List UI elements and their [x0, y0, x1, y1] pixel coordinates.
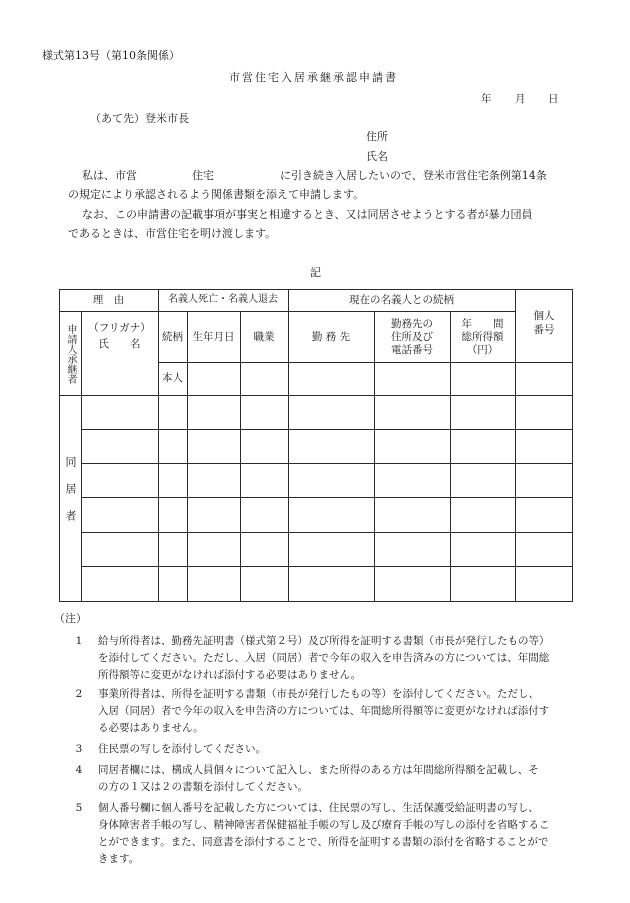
- note-1-line-2: を添付してください。ただし、入居（同居）者で今年の収入を申告済みの方については、年間総: [98, 652, 550, 664]
- note-2-line-2: 入居（同居）者で今年の収入を申告済の方については、年間総所得額等に変更がなければ添付す: [98, 705, 550, 717]
- note-5-number: 5: [75, 802, 83, 814]
- table-line: [81, 311, 82, 601]
- ki-heading: 記: [310, 266, 321, 279]
- note-1-line-1: 給与所得者は、勤務先証明書（様式第２号）及び所得を証明する書類（市長が発行したもの等）: [98, 635, 550, 647]
- header-income-3: （円）: [466, 343, 499, 356]
- body-p1-line2: の規定により承認されるよう関係書類を添えて申請します。: [68, 188, 365, 201]
- header-occupation: 職業: [253, 330, 275, 343]
- note-3-number: 3: [75, 743, 83, 755]
- body-p2-line1: なお、この申請書の記載事項が事実と相違するとき、又は同居させようとする者が暴力団員: [82, 208, 533, 221]
- date-day-label: 日: [548, 93, 559, 105]
- addressee: （あて先）登米市長: [90, 112, 189, 125]
- table-line: [81, 566, 573, 567]
- cell-self-label: 本人: [162, 372, 183, 384]
- body-p1-line1: 私は、市営 住宅 に引き続き入居したいので、登米市営住宅条例第14条: [82, 169, 547, 182]
- note-1-number: 1: [75, 635, 83, 647]
- header-workplace-address-3: 電話番号: [391, 343, 433, 356]
- header-income-2: 総所得額: [461, 330, 504, 343]
- note-5-line-4: きます。: [98, 853, 140, 865]
- table-line: [515, 289, 516, 601]
- body-paragraph-1: [68, 166, 563, 204]
- table-line: [81, 463, 573, 464]
- header-relation-to-holder: 現在の名義人との続柄: [349, 294, 454, 306]
- header-death-or-move-out: 名義人死亡・名義人退去: [168, 294, 278, 305]
- table-line: [59, 601, 573, 602]
- note-5-line-2: 身体障害者手帳の写し、精神障害者保健福祉手帳の写し及び療育手帳の写しの添付を省略するこ: [98, 819, 550, 831]
- table-line: [59, 395, 573, 396]
- applicant-table: [59, 289, 573, 602]
- date-month-label: 月: [515, 93, 526, 105]
- side-label-applicant: [59, 313, 81, 395]
- note-2-line-1: 事業所得者は、所得を証明する書類（市長が発行したもの等）を添付してください。ただし、: [98, 688, 539, 700]
- address-label: 住所: [366, 130, 388, 143]
- table-line: [158, 362, 573, 363]
- table-line: [572, 289, 573, 602]
- table-line: [81, 532, 573, 533]
- name-label: 氏名: [366, 150, 388, 163]
- table-line: [81, 497, 573, 498]
- note-3: [68, 741, 566, 758]
- side-label-cohabitant-text: 同居者: [64, 455, 77, 537]
- header-workplace-address-2: 住所及び: [391, 330, 433, 343]
- header-furigana: （フリガナ）: [88, 322, 151, 334]
- header-workplace: 勤 務 先: [311, 330, 351, 343]
- side-label-applicant-text: 申請人承継者: [65, 324, 76, 384]
- table-line: [81, 429, 573, 430]
- note-3-line-1: 住民票の写しを添付してください。: [98, 743, 266, 755]
- note-5: [68, 800, 566, 868]
- note-4: [68, 762, 566, 796]
- note-2-line-3: る必要はありません。: [98, 722, 204, 734]
- header-relationship: 続柄: [162, 330, 183, 343]
- header-reason: 理 由: [92, 294, 125, 306]
- note-4-number: 4: [75, 764, 83, 776]
- note-1: [68, 633, 566, 684]
- side-label-cohabitant: [59, 449, 81, 543]
- note-2: [68, 686, 566, 737]
- header-birthdate: 生年月日: [192, 330, 235, 343]
- header-name: 氏 名: [98, 338, 141, 350]
- header-income-1: 年 間: [461, 317, 504, 330]
- form-number: 様式第13号（第10条関係）: [42, 49, 180, 62]
- page-title: 市営住宅入居承継承認申請書: [229, 71, 398, 84]
- body-paragraph-2: [68, 205, 563, 243]
- notes-header: （注）: [54, 612, 87, 625]
- note-4-line-2: の方の１又は２の書類を添付してください。: [98, 781, 308, 793]
- note-1-line-3: 所得額等に変更がなければ添付する必要はありません。: [98, 669, 362, 681]
- body-p2-line2: であるときは、市営住宅を明け渡します。: [68, 227, 277, 240]
- note-5-line-3: とができます。また、同意書を添付することで、所得を証明する書類の添付を省略することがで: [98, 836, 549, 848]
- header-my-number: 個人番号: [533, 310, 555, 336]
- note-5-line-1: 個人番号欄に個人番号を記載した方については、住民票の写し、生活保護受給証明書の写し、: [98, 802, 539, 814]
- note-2-number: 2: [75, 688, 83, 700]
- note-4-line-1: 同居者欄には、構成人員個々について記入し、また所得のある方は年間総所得額を記載し、そ: [98, 764, 539, 776]
- header-workplace-address-1: 勤務先の: [391, 317, 433, 330]
- date-year-label: 年: [481, 93, 492, 105]
